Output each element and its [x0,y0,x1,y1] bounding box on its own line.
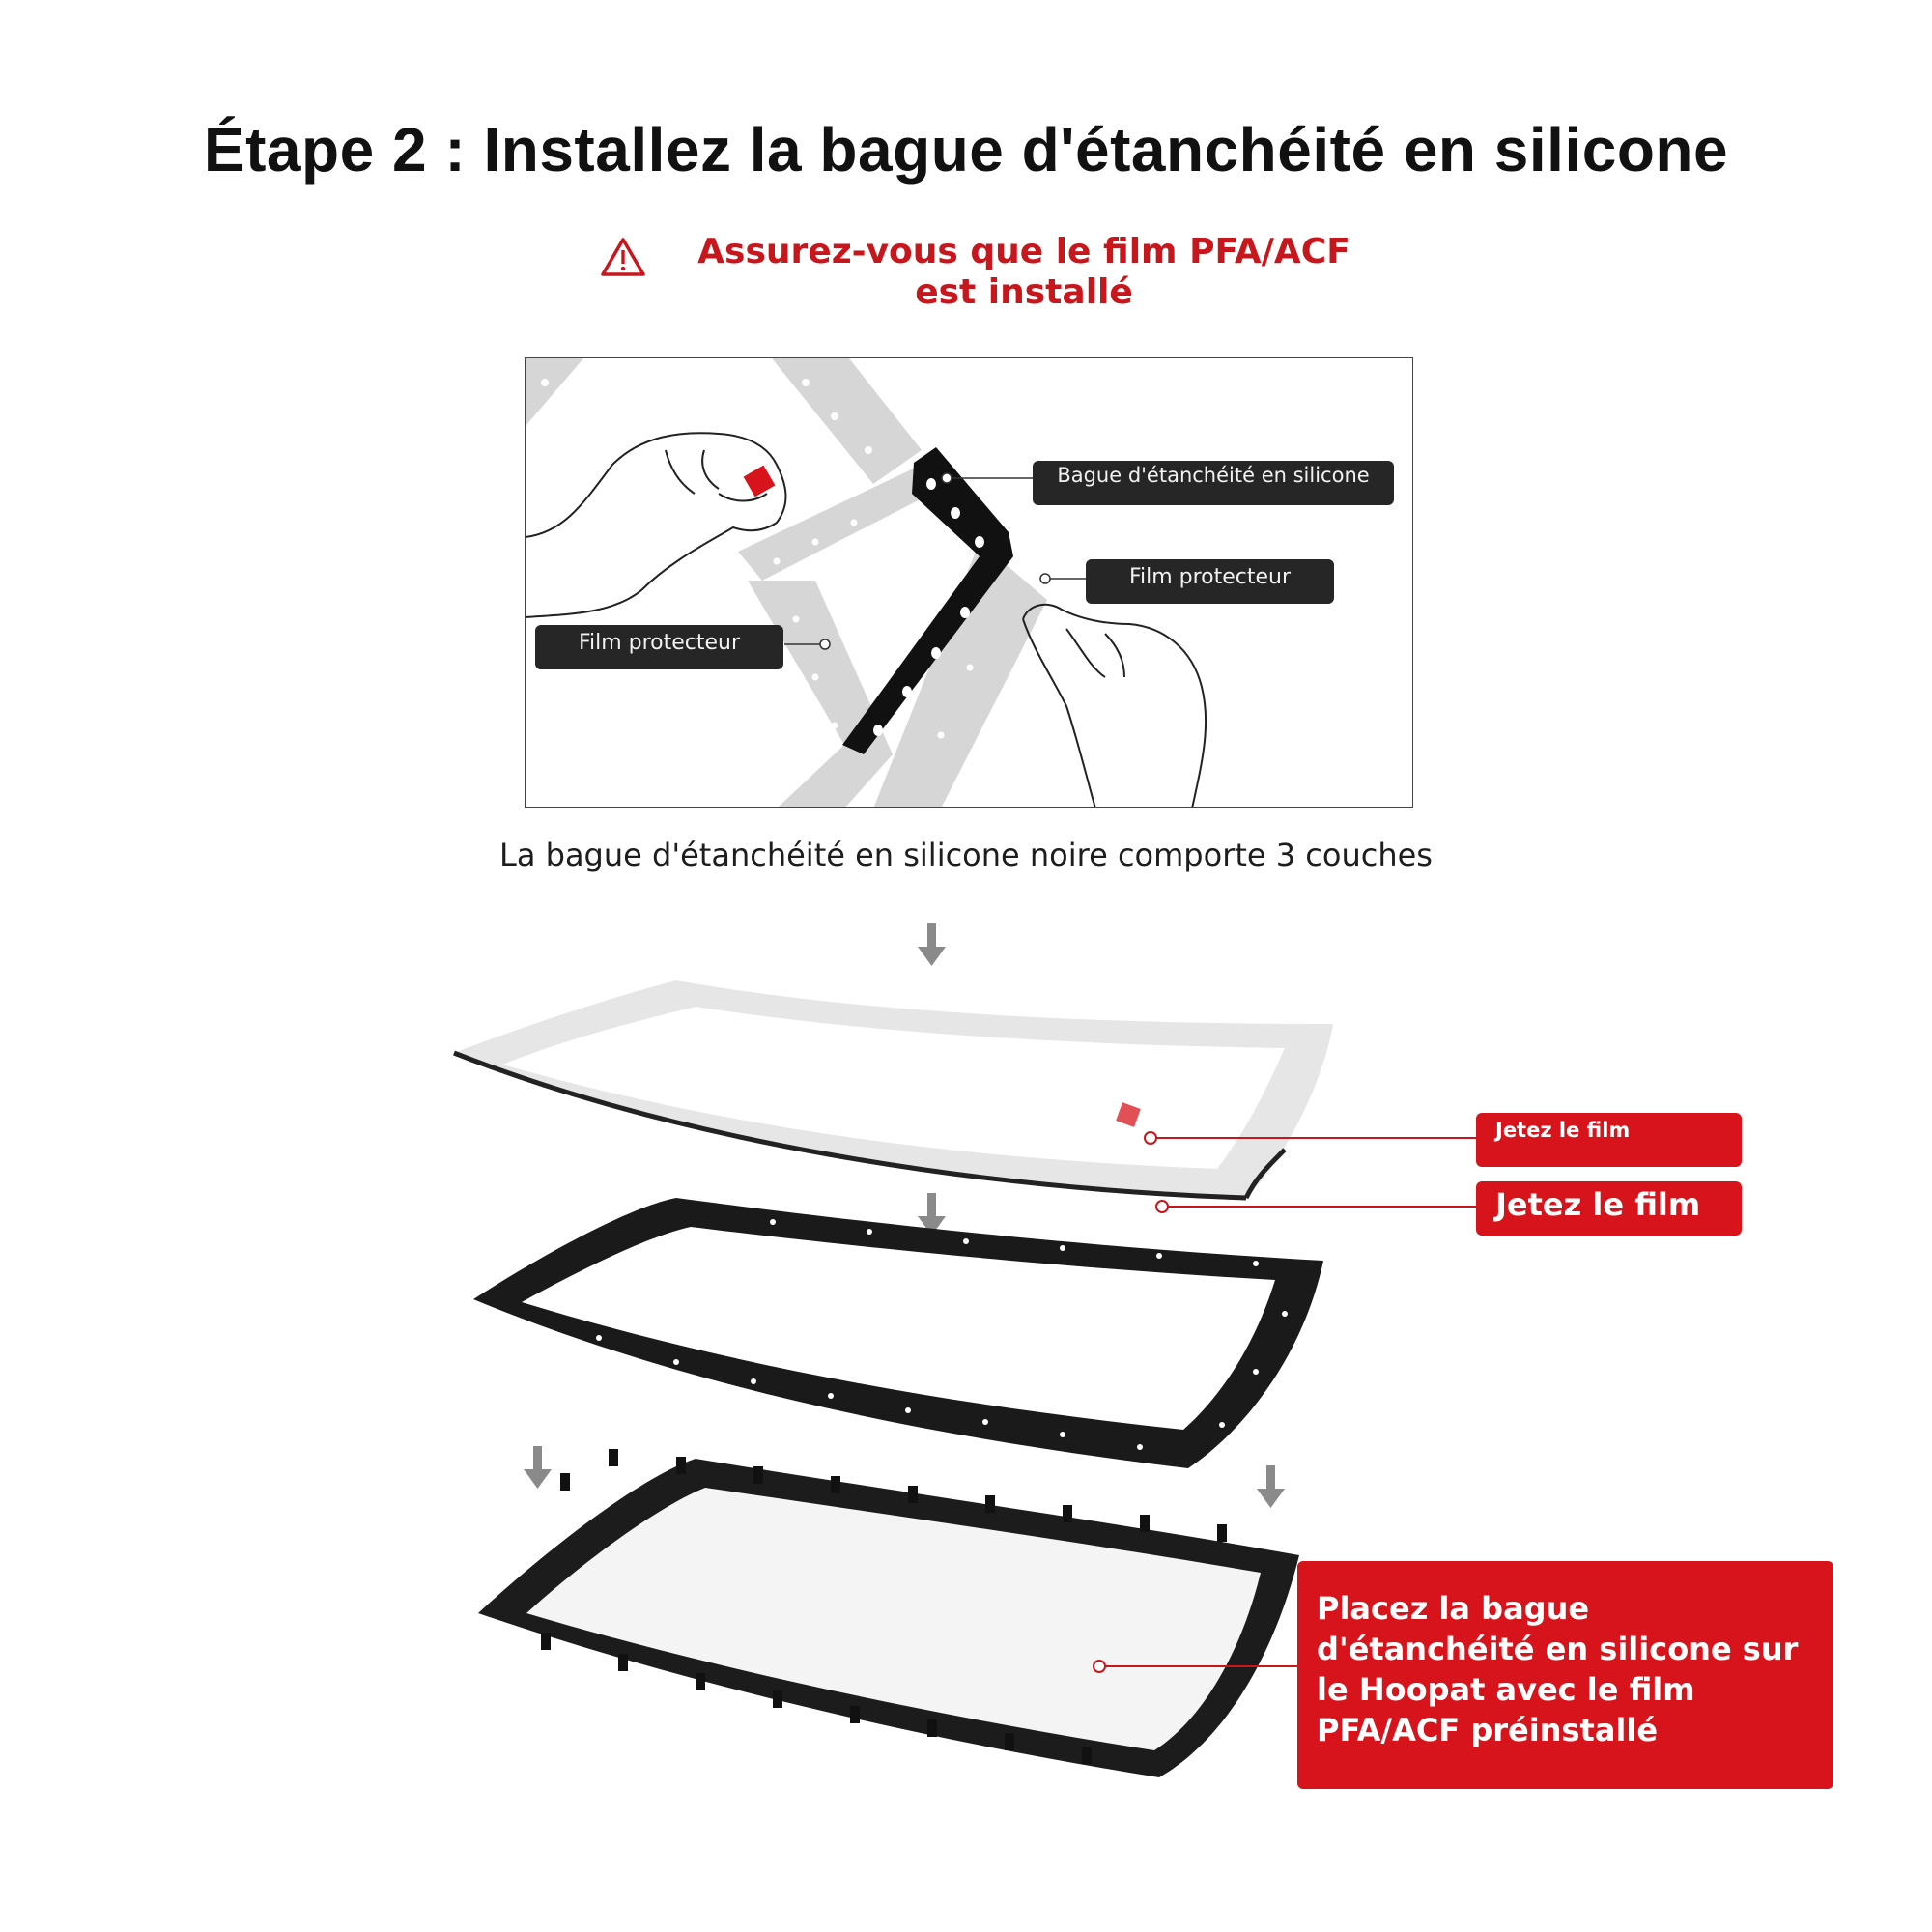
warning-notice [580,232,1449,328]
layers-caption: La bague d'étanchéité en silicone noire comporte 3 couches [499,837,1433,873]
label-place-silicone-ring: Placez la bague d'étanchéité en silicone sur le Hoopat avec le film PFA/ACF préinstallé [1297,1561,1833,1789]
installation-illustration [525,357,1413,808]
left-hand [526,433,785,617]
layer-hoop-frame [478,1449,1299,1777]
label-protective-film-right: Film protecteur [1086,559,1334,604]
exploded-layers-diagram [0,889,1932,1913]
page-title: Étape 2 : Installez la bague d'étanchéité en silicone [203,115,1729,185]
label-silicone-ring: Bague d'étanchéité en silicone [1033,461,1394,505]
layer-silicone-ring [473,1198,1323,1468]
layer-protective-film [454,980,1333,1198]
label-discard-film-large: Jetez le film [1476,1181,1742,1236]
warning-text: Assurez-vous que le film PFA/ACF est installé [697,232,1350,312]
right-hand [1023,605,1206,808]
label-protective-film-left: Film protecteur [535,625,783,669]
warning-triangle-icon [599,236,647,278]
label-discard-film-small: Jetez le film [1476,1113,1742,1167]
